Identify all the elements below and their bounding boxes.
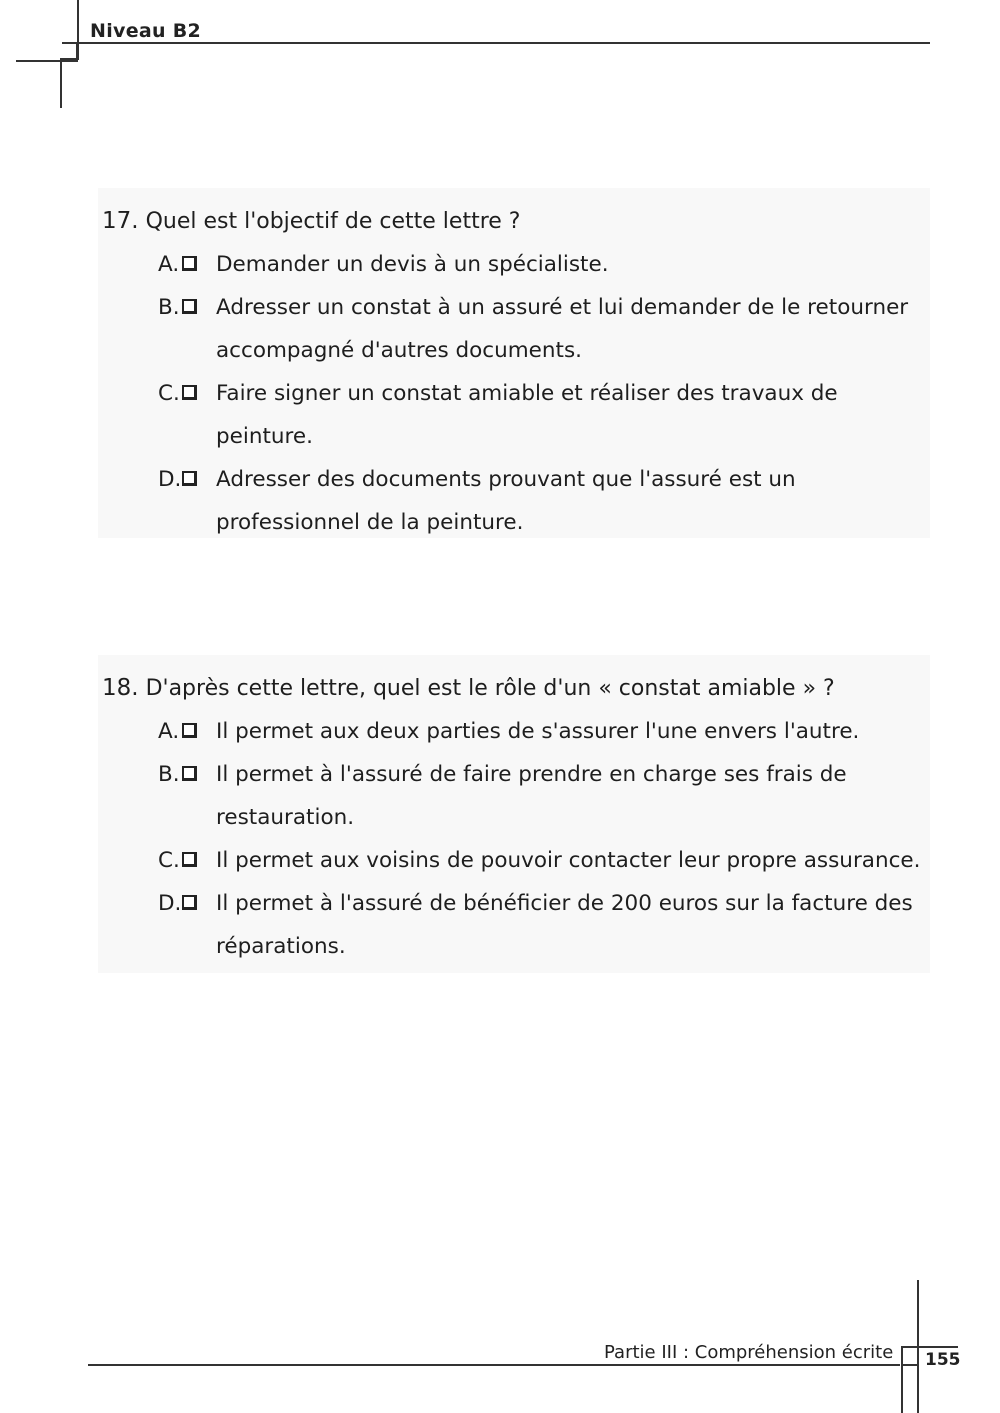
question-17 — [98, 188, 930, 538]
corner-mark — [60, 42, 78, 60]
checkbox-icon[interactable] — [182, 256, 197, 271]
option-letter: B. — [158, 295, 180, 320]
checkbox-icon[interactable] — [182, 385, 197, 400]
option-text: Il permet aux voisins de pouvoir contacter leur propre assurance. — [216, 848, 921, 873]
question-number: 17. — [102, 208, 139, 234]
question-18 — [98, 655, 930, 973]
option-text: professionnel de la peinture. — [216, 510, 524, 535]
header-rule — [62, 42, 930, 44]
option-text: peinture. — [216, 424, 313, 449]
option-text: Il permet aux deux parties de s'assurer l'une envers l'autre. — [216, 719, 860, 744]
level-title: Niveau B2 — [90, 20, 202, 42]
option-letter: A. — [158, 719, 180, 744]
option-letter: C. — [158, 381, 180, 406]
question-text: Quel est l'objectif de cette lettre ? — [145, 209, 521, 234]
corner-mark — [60, 60, 62, 108]
question-text: D'après cette lettre, quel est le rôle d'un « constat amiable » ? — [145, 676, 835, 701]
corner-mark — [917, 1280, 919, 1413]
option-letter: C. — [158, 848, 180, 873]
option-b[interactable] — [158, 286, 930, 372]
footer-rule — [88, 1364, 900, 1366]
option-a[interactable] — [158, 710, 930, 753]
option-text: Il permet à l'assuré de faire prendre en charge ses frais de — [216, 762, 847, 787]
option-d[interactable] — [158, 882, 930, 968]
option-text: restauration. — [216, 805, 355, 830]
question-number: 18. — [102, 675, 139, 701]
option-text: réparations. — [216, 934, 346, 959]
checkbox-icon[interactable] — [182, 471, 197, 486]
option-letter: D. — [158, 467, 182, 492]
option-text: Demander un devis à un spécialiste. — [216, 252, 609, 277]
option-text: Adresser des documents prouvant que l'assuré est un — [216, 467, 796, 492]
option-text: accompagné d'autres documents. — [216, 338, 583, 363]
option-a[interactable] — [158, 243, 930, 286]
option-c[interactable] — [158, 372, 930, 458]
checkbox-icon[interactable] — [182, 766, 197, 781]
corner-mark — [918, 1346, 958, 1348]
question-title — [102, 667, 930, 710]
option-letter: A. — [158, 252, 180, 277]
checkbox-icon[interactable] — [182, 895, 197, 910]
option-letter: B. — [158, 762, 180, 787]
option-text: Faire signer un constat amiable et réaliser des travaux de — [216, 381, 838, 406]
section-title: Partie III : Compréhension écrite — [604, 1342, 894, 1363]
corner-mark — [901, 1366, 903, 1413]
corner-mark — [16, 60, 78, 62]
option-letter: D. — [158, 891, 182, 916]
option-text: Adresser un constat à un assuré et lui demander de le retourner — [216, 295, 909, 320]
checkbox-icon[interactable] — [182, 723, 197, 738]
checkbox-icon[interactable] — [182, 299, 197, 314]
option-b[interactable] — [158, 753, 930, 839]
option-text: Il permet à l'assuré de bénéficier de 200 euros sur la facture des — [216, 891, 913, 916]
checkbox-icon[interactable] — [182, 852, 197, 867]
question-title — [102, 200, 930, 243]
option-d[interactable] — [158, 458, 930, 544]
option-c[interactable] — [158, 839, 930, 882]
page-number: 155 — [925, 1350, 961, 1370]
